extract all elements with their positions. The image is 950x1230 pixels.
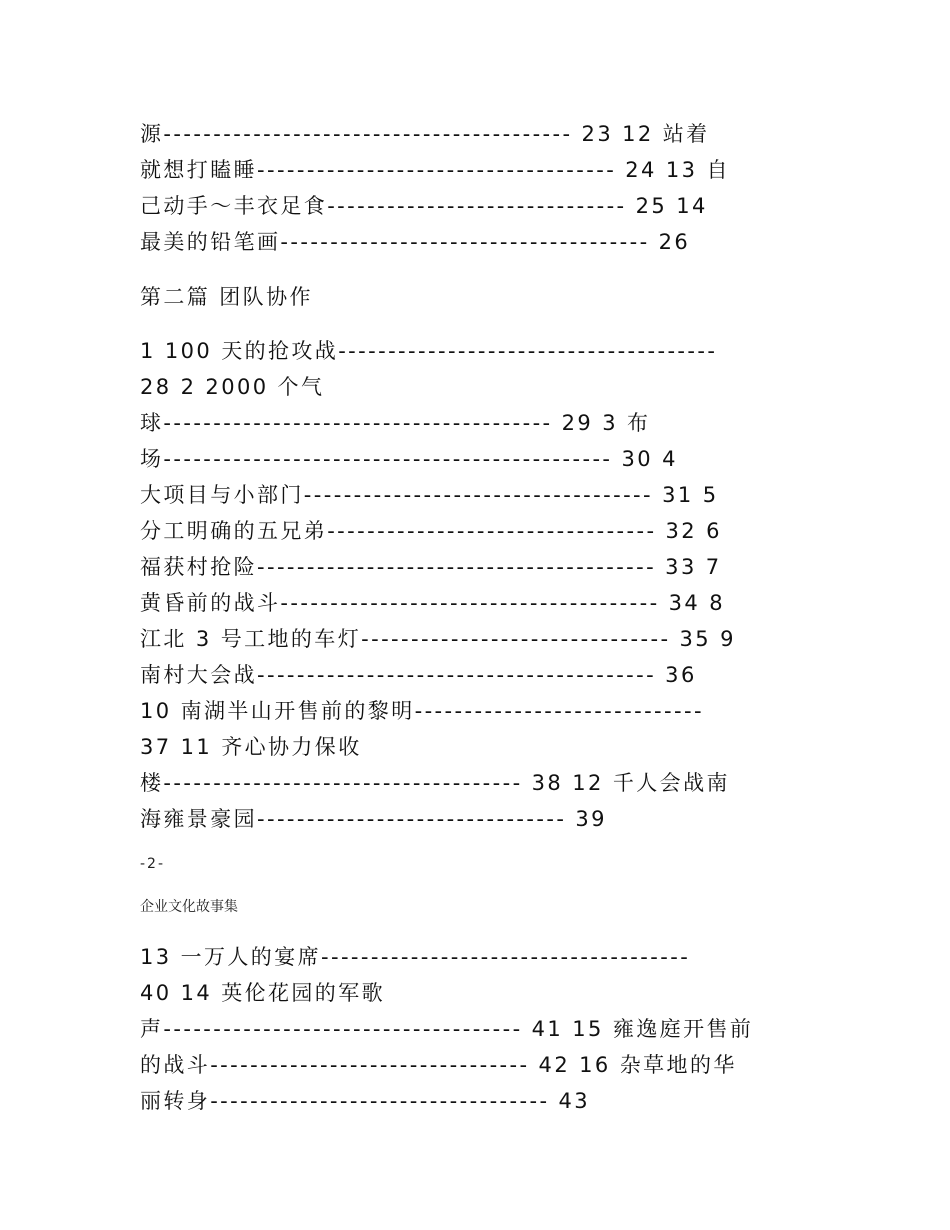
running-header: 企业文化故事集 [140, 899, 238, 915]
toc-line: 1 100 天的抢攻战-------------------------------------- [140, 339, 718, 363]
toc-line: 10 南湖半山开售前的黎明----------------------------- [140, 699, 704, 723]
toc-line: 南村大会战---------------------------------------- 36 [140, 663, 697, 687]
toc-line: 就想打瞌睡------------------------------------ 24 13 自 [140, 158, 730, 182]
toc-line: 球--------------------------------------- 29 3 布 [140, 411, 651, 435]
toc-line: 源----------------------------------------- 23 12 站着 [140, 122, 710, 146]
toc-line: 江北 3 号工地的车灯------------------------------- 35 9 [140, 627, 736, 651]
toc-line: 楼------------------------------------ 38 12 千人会战南 [140, 771, 730, 795]
toc-line: 黄昏前的战斗-------------------------------------- 34 8 [140, 591, 725, 615]
toc-line: 分工明确的五兄弟--------------------------------- 32 6 [140, 519, 722, 543]
toc-line: 己动手～丰衣足食------------------------------ 25 14 [140, 194, 708, 218]
toc-line: 声------------------------------------ 41 15 雍逸庭开售前 [140, 1017, 754, 1041]
toc-line: 最美的铅笔画------------------------------------- 26 [140, 230, 691, 254]
toc-line: 13 一万人的宴席------------------------------------- [140, 945, 691, 969]
toc-line: 丽转身---------------------------------- 43 [140, 1089, 591, 1113]
page-number: -2- [140, 856, 166, 872]
toc-line: 的战斗-------------------------------- 42 16 杂草地的华 [140, 1053, 737, 1077]
toc-line: 28 2 2000 个气 [140, 375, 325, 399]
toc-line: 场--------------------------------------------- 30 4 [140, 447, 678, 471]
toc-line: 海雍景豪园------------------------------- 39 [140, 807, 607, 831]
toc-line: 40 14 英伦花园的军歌 [140, 981, 385, 1005]
toc-line: 大项目与小部门----------------------------------- 31 5 [140, 483, 719, 507]
toc-line: 37 11 齐心协力保收 [140, 735, 362, 759]
toc-line: 福获村抢险---------------------------------------- 33 7 [140, 555, 722, 579]
section-title: 第二篇 团队协作 [140, 285, 313, 309]
